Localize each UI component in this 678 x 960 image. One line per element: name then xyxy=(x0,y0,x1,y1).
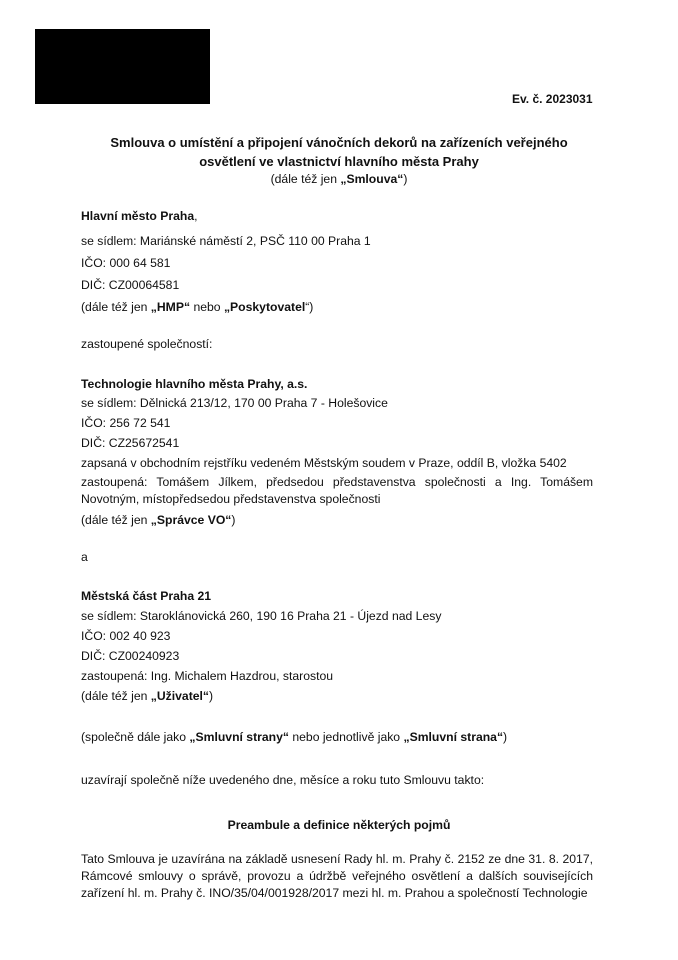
parties-note xyxy=(81,730,507,744)
party2-alias-prefix: (dále též jen xyxy=(81,689,151,703)
preamble-paragraph: Tato Smlouva je uzavírána na základě usnesení Rady hl. m. Prahy č. 2152 ze dne 31. 8. 2017, Rámcové smlouvy o správě, provozu a údržbě veřejného osvětlení a dalších souvisejících zařízení hl. m. Prahy č. INO/35/04/001928/2017 mezi hl. m. Prahou a společností Technologie xyxy=(81,852,593,900)
admin-ico: IČO: 256 72 541 xyxy=(81,416,171,430)
document-title-alias xyxy=(0,172,678,186)
evidence-number: Ev. č. 2023031 xyxy=(512,92,593,106)
admin-name: Technologie hlavního města Prahy, a.s. xyxy=(81,377,308,391)
parties-note-prefix: (společně dále jako xyxy=(81,730,190,744)
parties-note-mid: nebo jednotlivě jako xyxy=(288,730,404,744)
document-title xyxy=(0,133,678,171)
parties-note-term-1: „Smluvní strany“ xyxy=(189,730,289,744)
party2-dic: DIČ: CZ00240923 xyxy=(81,649,180,663)
admin-alias-term: „Správce VO“ xyxy=(150,513,232,527)
admin-alias xyxy=(81,513,235,527)
parties-note-suffix: ) xyxy=(503,730,508,744)
admin-register: zapsaná v obchodním rejstříku vedeném Městským soudem v Praze, oddíl B, vložka 5402 xyxy=(81,456,567,470)
document-title-line-1: Smlouva o umístění a připojení vánočních dekorů na zařízeních veřejného xyxy=(110,135,568,150)
party1-dic: DIČ: CZ00064581 xyxy=(81,278,180,292)
admin-seat: se sídlem: Dělnická 213/12, 170 00 Praha 7 - Holešovice xyxy=(81,396,388,410)
party2-alias-suffix: ) xyxy=(209,689,214,703)
party1-alias-suffix: “) xyxy=(305,300,314,314)
redacted-block xyxy=(35,29,210,104)
party1-alias-term-1: „HMP“ xyxy=(150,300,191,314)
parties-note-term-2: „Smluvní strana“ xyxy=(403,730,504,744)
party2-alias-term: „Uživatel“ xyxy=(150,689,210,703)
admin-alias-suffix: ) xyxy=(231,513,236,527)
alias-prefix: (dále též jen xyxy=(270,172,341,186)
party1-name xyxy=(81,209,198,223)
alias-term: „Smlouva“ xyxy=(340,172,404,186)
party1-alias-mid: nebo xyxy=(190,300,224,314)
document-title-line-2: osvětlení ve vlastnictví hlavního města Prahy xyxy=(199,154,479,169)
party1-alias-prefix: (dále též jen xyxy=(81,300,151,314)
party1-name-text: Hlavní město Praha xyxy=(81,209,195,223)
party2-representation: zastoupená: Ing. Michalem Hazdrou, starostou xyxy=(81,669,334,683)
admin-representation: zastoupená: Tomášem Jílkem, předsedou představenstva společnosti a Ing. Tomášem Novotným, místopředsedou představenstva společnosti xyxy=(81,475,593,506)
party1-seat: se sídlem: Mariánské náměstí 2, PSČ 110 00 Praha 1 xyxy=(81,234,371,248)
represented-by: zastoupené společností: xyxy=(81,337,213,351)
admin-dic: DIČ: CZ25672541 xyxy=(81,436,180,450)
party1-alias xyxy=(81,300,313,314)
party2-alias xyxy=(81,689,213,703)
party1-ico: IČO: 000 64 581 xyxy=(81,256,171,270)
party1-alias-term-2: „Poskytovatel xyxy=(223,300,306,314)
admin-alias-prefix: (dále též jen xyxy=(81,513,151,527)
conclusion-statement: uzavírají společně níže uvedeného dne, měsíce a roku tuto Smlouvu takto: xyxy=(81,773,485,787)
alias-suffix: ) xyxy=(403,172,408,186)
party2-name: Městská část Praha 21 xyxy=(81,589,212,603)
section-heading: Preambule a definice některých pojmů xyxy=(227,818,451,832)
party1-name-suffix: , xyxy=(194,209,198,223)
party2-ico: IČO: 002 40 923 xyxy=(81,629,171,643)
party2-seat: se sídlem: Staroklánovická 260, 190 16 Praha 21 - Újezd nad Lesy xyxy=(81,609,442,623)
conjunction: a xyxy=(81,550,88,564)
